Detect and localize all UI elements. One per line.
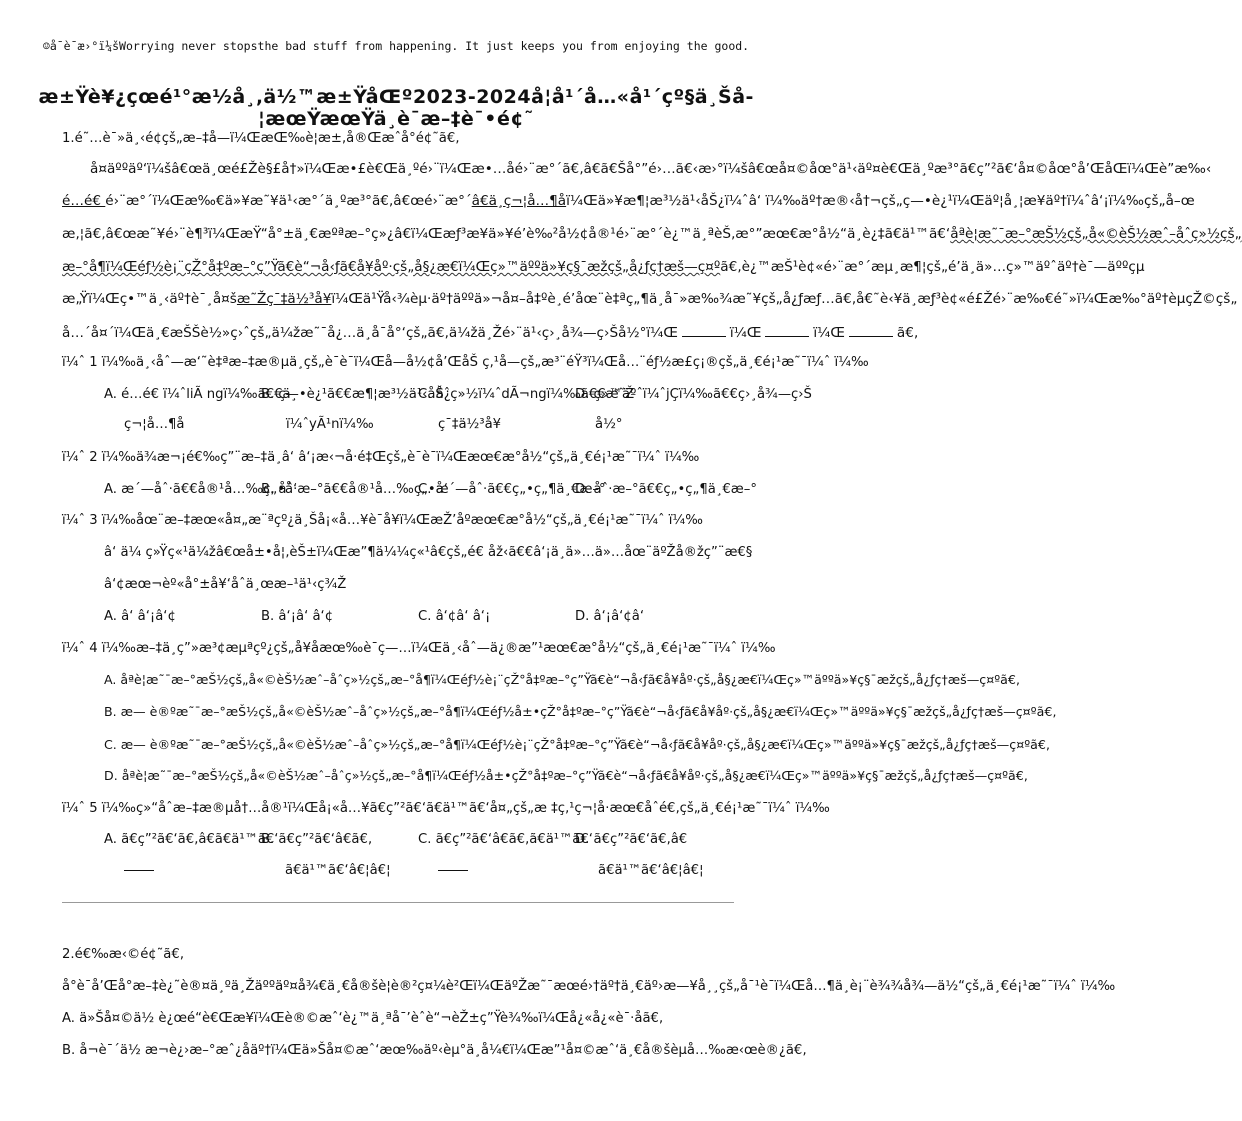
sub1-option-d-cont: å½° [595,417,623,432]
passage-line-5: æ„Ÿï¼Œç•™ä¸‹äº†è¯¸å¤šæ˜Žç¯‡ä½³å¥ï¼Œä¹Ÿå‹¾èµ·äº†äººä»¬å¤–å‡ºè¸é’åœ¨è‡ªç„¶ä¸å¯»æ‰¾æ˜¥çš„å¿ƒæƒ…ã€‚å€˜è‹¥ä¸æƒ³è¢«é£Žé›¨æ‰€é˜»ï¼Œæ‰°äº†èµçŽ©çš„ [62,291,1238,307]
sub3-option-b[interactable]: B. â‘¡â‘ â‘¢ [261,609,334,624]
sub1-option-d[interactable]: D. ç»™äºˆï¼ˆjÇï¼‰ã€€ç›¸å¾—ç›Š [575,387,812,402]
passage-line-6: å…´å¤´ï¼Œä¸€æŠŠè½»ç›ˆçš„ä¼žæ˜¯å¿…ä¸å¯å°‘çš„ã€‚ä¼žä¸Žé›¨ä¹‹ç›¸å¾—ç›Šå½°ï¼Œ ï¼Œ ï¼Œ ã€‚ [62,322,918,342]
sub4-option-b[interactable]: B. æ— è®ºæ˜¯æ–°æŠ½çš„å«©èŠ½æˆ–åˆç»½çš„æ–°å¶ï¼Œéƒ½å±•çŽ°å‡ºæ–°ç”Ÿã€è“¬å‹ƒã€å¥åº·çš„å§¿æ€ï¼Œç»™äººä»¥ç§¯æžçš„å¿ƒç†æš—ç¤ºã€‚ [104,704,1057,719]
sub2-option-a[interactable]: A. æ´—åˆ·ã€€å®¹å…‰ç„•å‘ [104,482,298,497]
sub-question-4-stem: ï¼ˆ 4 ï¼‰æ–‡ä¸ç”»æ³¢æµªçº¿çš„å¥åæœ‰è¯ç—…ï¼Œä¸‹åˆ—ä¿®æ”¹æœ€æ°å½“çš„ä¸€é¡¹æ˜¯ï¼ˆ ï¼‰ [62,641,776,656]
passage-line-4: æ–°å¶ï¼Œéƒ½è¡¨çŽ°å‡ºæ–°ç”Ÿã€è“¬å‹ƒã€å¥åº·çš„å§¿æ€ï¼Œç»™äººä»¥ç§¯æžçš„å¿ƒç†æš—ç¤ºã€‚è¿™æŠ¹è¢«é›¨æ°´æµ¸æ¶¦çš„é’ä¸ä»…ç»™äºˆäº†è¯—äººçµ [62,259,1145,275]
sub3-option-a[interactable]: A. â‘ â‘¡â‘¢ [104,609,176,624]
sub1-option-a[interactable]: A. é…é€ ï¼ˆliÃ ngï¼‰ã€€ä¸ [104,387,298,402]
sub5-option-c[interactable]: C. ã€ç”²ã€‘â€ã€‚ã€ä¹™ã€‘ [418,832,593,847]
sub5-option-d[interactable]: D. ã€ç”²ã€‘ã€‚â€ [575,832,688,847]
sub-question-3-stem: ï¼ˆ 3 ï¼‰åœ¨æ–‡æœ«å¤„æ¨ªçº¿ä¸Šå¡«å…¥è¯å¥ï¼ŒæŽ’åºæœ€æ°å½“çš„ä¸€é¡¹æ˜¯ï¼ˆ ï¼‰ [62,513,703,528]
sub1-option-c-cont: ç¯‡ä½³å¥ [438,417,502,432]
motto-quote: ☺å¯è¯æ›°ï¼šWorrying never stopsthe bad stuff from happening. It just keeps you from enjoying the good. [42,39,750,53]
passage-line-1: å¤äººäº‘ï¼šâ€œä¸œé£Žè§£å†»ï¼Œæ•£è€Œä¸ºé›¨ï¼Œæ•…åé›¨æ°´ã€‚â€ã€Šå°”é›…ã€‹æ›°ï¼šâ€œå¤©åœ°ä¹‹äº¤è€Œä¸ºæ³°ã€ç”²ã€‘å¤©åœ°å’ŒåŒï¼Œè”æ‰‹ [90,161,1212,177]
question-2-stem: 2.é€‰æ‹©é¢˜ã€‚ [62,947,184,962]
sub-question-5-stem: ï¼ˆ 5 ï¼‰ç»“åˆæ–‡æ®µå†…å®¹ï¼Œå¡«å…¥ã€ç”²ã€‘ã€ä¹™ã€‘å¤„çš„æ ‡ç‚¹ç¬¦å·æœ€åˆé€‚çš„ä¸€é¡¹æ˜¯ï¼ˆ ï¼‰ [62,801,830,816]
question-2-prompt: å°è¯å’Œå°æ–‡è¿˜è®¤ä¸ºä¸Žäººäº¤å¾€ä¸€å®šè¦è®²ç¤¼è²Œï¼ŒäºŽæ˜¯æœé›†äº†ä¸€äº›æ—¥å¸¸çš„å¯¹è¯ï¼Œå…¶ä¸è¡¨è¾¾å¾—ä½“çš„ä¸€é¡¹æ˜¯ï¼ˆ ï¼‰ [62,979,1116,994]
wavy-sentence-part-1: åªè¦æ˜¯æ–°æŠ½çš„å«©èŠ½æˆ–åˆç»½çš„ [950,226,1242,242]
dash-mark [438,870,468,871]
sub4-option-a[interactable]: A. åªè¦æ˜¯æ–°æŠ½çš„å«©èŠ½æˆ–åˆç»½çš„æ–°å¶ï¼Œéƒ½è¡¨çŽ°å‡ºæ–°ç”Ÿã€è“¬å‹ƒã€å¥åº·çš„å§¿æ€ï¼Œç»™äººä»¥ç§¯æžçš„å¿ƒç†æš—ç¤ºã€‚ [104,672,1020,687]
wavy-sentence-part-2: æ–°å¶ï¼Œéƒ½è¡¨çŽ°å‡ºæ–°ç”Ÿã€è“¬å‹ƒã€å¥åº·çš„å§¿æ€ï¼Œç»™äººä»¥ç§¯æžçš„å¿ƒç†æš—ç¤º [62,259,721,275]
passage-line-3: æ‚¦ã€‚â€œæ˜¥é›¨è¶³ï¼ŒæŸ“å°±ä¸€æºªæ–°ç»¿â€ï¼Œæƒ³æ¥ä»¥é’è‰²å½¢å®¹é›¨æ°´è¿™ä¸ªèŠ‚æ°”æœ€æ°å½“ä¸è¿‡ã€ä¹™ã€‘åªè¦æ˜¯æ–°æŠ½çš„å«©èŠ½æˆ–åˆç»½çš„ [62,226,1242,242]
sub5-option-a-dash [124,862,154,880]
q2-option-b[interactable]: B. å¬è¯´ä½ æ¬è¿›æ–°æˆ¿åäº†ï¼Œä»Šå¤©æˆ‘æœ‰äº‹èµ°ä¸å¼€ï¼Œæ”¹å¤©æˆ‘ä¸€å®šèµå…‰æ‹œè®¿ã€‚ [62,1043,807,1058]
sub3-sentences-line-2: â‘¢æœ¬èº«å°±å¥‘åˆä¸œæ–¹ä¹‹ç¾Ž [104,577,347,592]
section-divider [62,902,734,903]
question-1-stem: 1.é˜…è¯»ä¸‹é¢çš„æ–‡å—ï¼ŒæŒ‰è¦æ±‚å®Œæˆå°é¢˜ã€‚ [62,131,460,146]
q2-option-a[interactable]: A. ä»Šå¤©ä½ è¿œé“è€Œæ¥ï¼Œè®©æˆ‘è¿™ä¸ªå¯’èˆè“¬èŽ±ç”Ÿè¾‰ï¼Œå¿«å¿«è¯·åã€‚ [62,1011,664,1026]
sub3-option-c[interactable]: C. â‘¢â‘ â‘¡ [418,609,491,624]
sub5-option-a[interactable]: A. ã€ç”²ã€‘ã€‚â€ã€ä¹™ã€‘ [104,832,279,847]
sub1-option-a-cont: ç¬¦å…¶å [124,417,185,432]
sub1-option-c[interactable]: C. åˆç»½ï¼ˆdÃ¬ngï¼‰ã€€æ˜Ž [418,387,635,402]
sub2-option-b[interactable]: B. åˆ·æ–°ã€€å®¹å…‰ç„•å‘ [261,482,448,497]
underlined-term-mingpianjiaju: æ˜Žç¯‡ä½³å¥ [236,291,332,307]
sub-question-1-stem: ï¼ˆ 1 ï¼‰ä¸‹åˆ—æ‘˜è‡ªæ–‡æ®µä¸çš„è¯è¯ï¼Œå—å½¢å’ŒåŠ ç‚¹å—çš„æ³¨éŸ³ï¼Œå…¨éƒ½æ£ç¡®çš„ä¸€é¡¹æ˜¯ï¼ˆ ï¼‰ [62,355,869,370]
page-title: æ±Ÿè¥¿çœé¹°æ½å¸‚ä½™æ±ŸåŒº2023-2024å¦å¹´å…«å¹´çº§ä¸Šå¦æœŸæœŸä¸è¯æ–‡è¯•é¢˜ [38,86,754,130]
sub4-option-c[interactable]: C. æ— è®ºæ˜¯æ–°æŠ½çš„å«©èŠ½æˆ–åˆç»½çš„æ–°å¶ï¼Œéƒ½è¡¨çŽ°å‡ºæ–°ç”Ÿã€è“¬å‹ƒã€å¥åº·çš„å§¿æ€ï¼Œç»™äººä»¥ç§¯æžçš„å¿ƒç†æš—ç¤ºã€‚ [104,737,1050,752]
sub2-option-d[interactable]: D. åˆ·æ–°ã€€ç„•ç„¶ä¸€æ–° [575,482,757,497]
answer-blank-2[interactable] [765,322,809,337]
sub5-option-c-dash [438,862,468,880]
sub-question-2-stem: ï¼ˆ 2 ï¼‰ä¾æ¬¡é€‰ç”¨æ–‡ä¸â‘ â‘¡æ‹¬å·é‡Œçš„è¯è¯ï¼Œæœ€æ°å½“çš„ä¸€é¡¹æ˜¯ï¼ˆ ï¼‰ [62,450,700,465]
sub5-option-b[interactable]: B. ã€ç”²ã€‘â€ã€‚ [261,832,373,847]
dash-mark [124,870,154,871]
underlined-term-peizao: é…é€ [62,193,106,209]
underlined-term-bufuqiming: â€ä¸ç¬¦å…¶å [471,193,567,209]
sub1-option-b-cont: ï¼ˆyÃ¹nï¼‰ [286,417,374,432]
sub5-option-d-cont: ã€ä¹™ã€‘â€¦â€¦ [598,863,704,878]
sub2-option-c[interactable]: C. æ´—åˆ·ã€€ç„•ç„¶ä¸€æ–° [418,482,606,497]
answer-blank-1[interactable] [682,322,726,337]
answer-blank-3[interactable] [849,322,893,337]
sub3-option-d[interactable]: D. â‘¡â‘¢â‘ [575,609,645,624]
sub1-option-b[interactable]: B. ç—•è¿¹ã€€æ¶¦æ³½ä¹‹åŠ¿ [261,387,451,402]
sub5-option-b-cont: ã€ä¹™ã€‘â€¦â€¦ [285,863,391,878]
sub3-sentences-line-1: â‘ ä¼ ç»Ÿç«¹ä¼žâ€œå±•å¦‚èŠ±ï¼Œæ”¶ä¼¼ç«¹â€çš„é€ åž‹ã€€â‘¡ä¸ä»…ä»…åœ¨äºŽå®žç”¨æ€§ [104,545,753,560]
passage-line-2: é…é€ é›¨æ°´ï¼Œæ‰€ä»¥æ˜¥ä¹‹æ°´ä¸ºæ³°ã€‚â€œé›¨æ°´â€ä¸ç¬¦å…¶åï¼Œä»¥æ¶¦æ³½ä¹‹åŠ¿ï¼ˆâ‘ ï¼‰äº†æ®‹å†¬çš„ç—•è¿¹ï¼Œäº¦å¸¦æ¥äº†ï¼ˆâ‘¡ï¼‰çš„å–œ [62,193,1195,209]
sub4-option-d[interactable]: D. åªè¦æ˜¯æ–°æŠ½çš„å«©èŠ½æˆ–åˆç»½çš„æ–°å¶ï¼Œéƒ½å±•çŽ°å‡ºæ–°ç”Ÿã€è“¬å‹ƒã€å¥åº·çš„å§¿æ€ï¼Œç»™äººä»¥ç§¯æžçš„å¿ƒç†æš—ç¤ºã€‚ [104,768,1028,783]
